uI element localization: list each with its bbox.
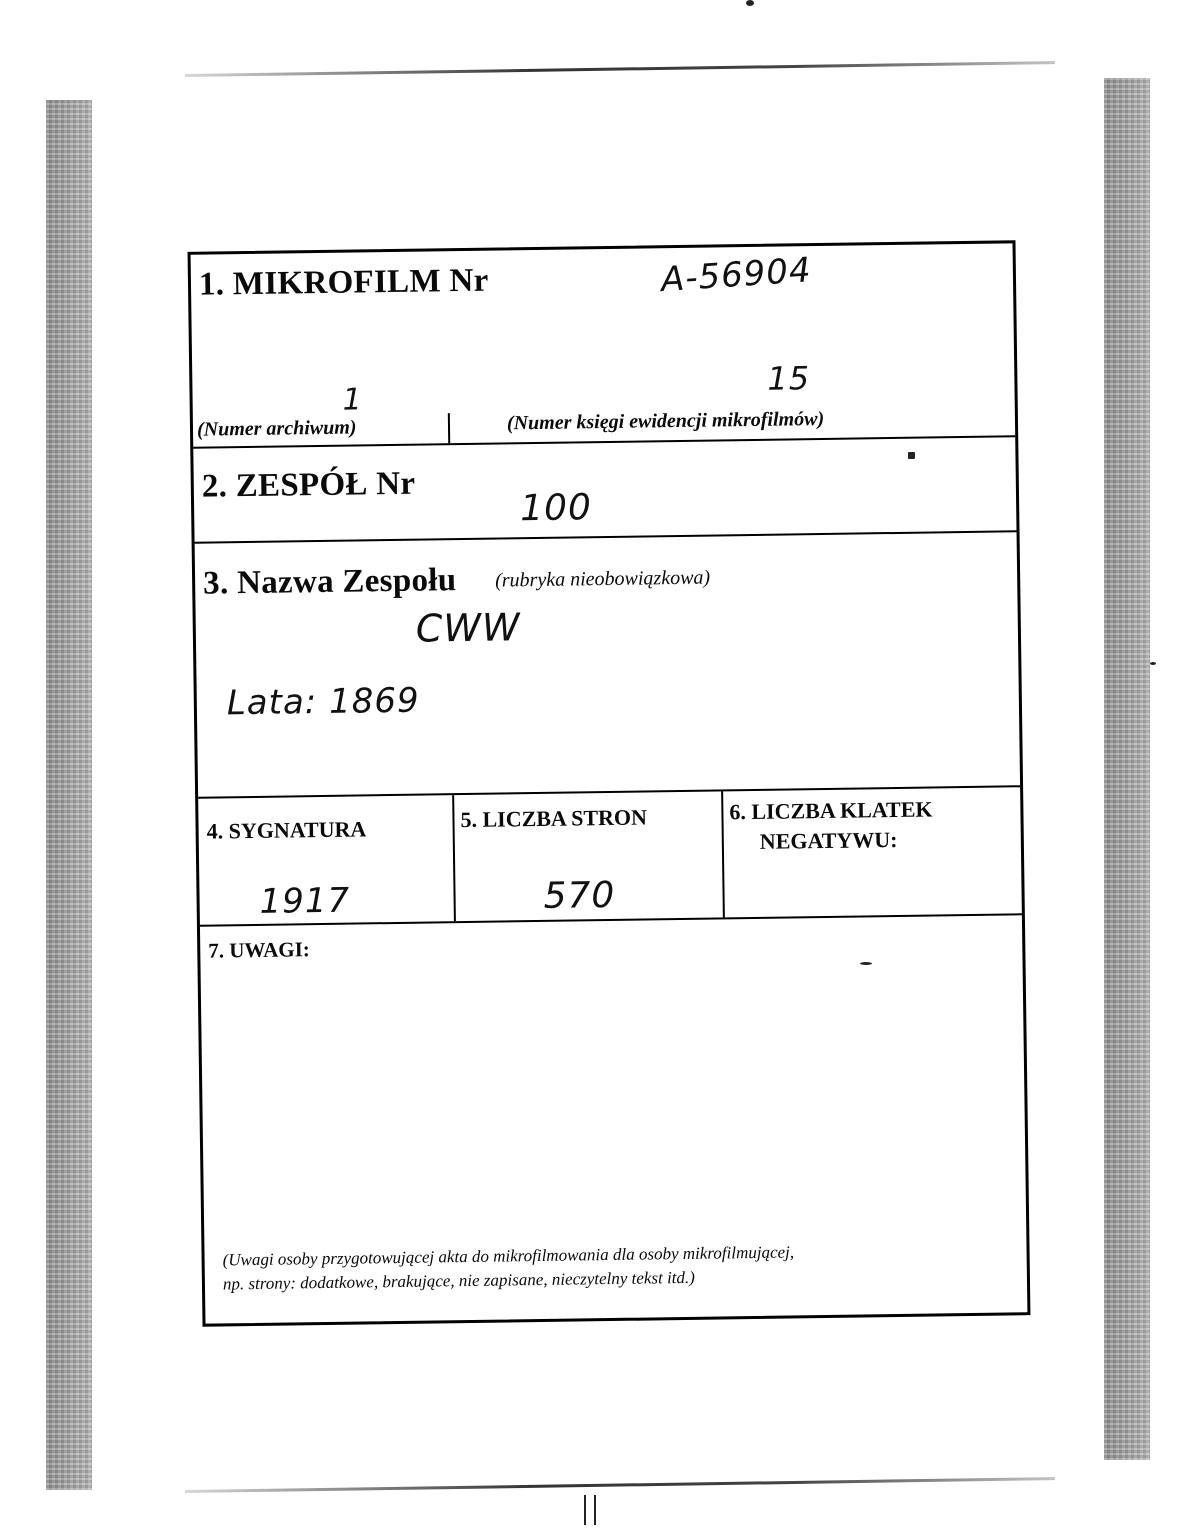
sygnatura-value: 1917 — [259, 880, 351, 922]
scan-speck — [1150, 662, 1156, 665]
microfilm-record-form — [188, 240, 1031, 1326]
archive-number-value: 1 — [342, 382, 363, 418]
negatywu-label: NEGATYWU: — [759, 826, 898, 854]
sub-divider — [448, 413, 450, 443]
liczba-stron-label: 5. LICZBA STRON — [460, 804, 648, 833]
section-mikrofilm — [191, 243, 1016, 448]
sygnatura-label: 4. SYGNATURA — [206, 816, 367, 844]
uwagi-footnote-line2: np. strony: dodatkowe, brakujące, nie zapisane, nieczytelny tekst itd.) — [222, 1267, 695, 1294]
page-edge-bottom — [185, 1477, 1055, 1493]
section-details — [198, 787, 1022, 926]
scan-speck — [594, 1495, 596, 1525]
zespol-label: 2. ZESPÓŁ Nr — [201, 465, 416, 505]
section-uwagi — [200, 915, 1027, 1323]
mikrofilm-number-value: A-56904 — [659, 250, 813, 301]
binding-strip-right — [1104, 78, 1150, 1460]
uwagi-label: 7. UWAGI: — [208, 937, 310, 963]
scan-speck — [584, 1495, 586, 1525]
nazwa-zespolu-note: (rubryka nieobowiązkowa) — [495, 566, 711, 592]
mikrofilm-label: 1. MIKROFILM Nr — [198, 262, 489, 303]
scan-speck — [746, 0, 754, 6]
section-zespol — [193, 437, 1016, 543]
archive-number-label: (Numer archiwum) — [196, 416, 357, 441]
nazwa-zespolu-value: CWW — [415, 605, 521, 651]
ledger-number-value: 15 — [767, 359, 811, 398]
column-divider-2 — [721, 791, 725, 917]
section-nazwa-zespolu — [195, 532, 1020, 798]
nazwa-zespolu-label: 3. Nazwa Zespołu — [202, 562, 457, 602]
zespol-number-value: 100 — [519, 487, 593, 530]
liczba-stron-value: 570 — [543, 874, 616, 917]
liczba-klatek-label: 6. LICZBA KLATEK — [729, 796, 933, 825]
column-divider-1 — [452, 795, 456, 921]
uwagi-footnote-line1: (Uwagi osoby przygotowującej akta do mikrofilmowania dla osoby mikrofilmującej, — [222, 1242, 795, 1270]
page-edge-top — [185, 61, 1055, 77]
ledger-number-label: (Numer księgi ewidencji mikrofilmów) — [506, 407, 825, 435]
binding-strip-left — [46, 100, 92, 1490]
lata-value: Lata: 1869 — [226, 680, 420, 724]
